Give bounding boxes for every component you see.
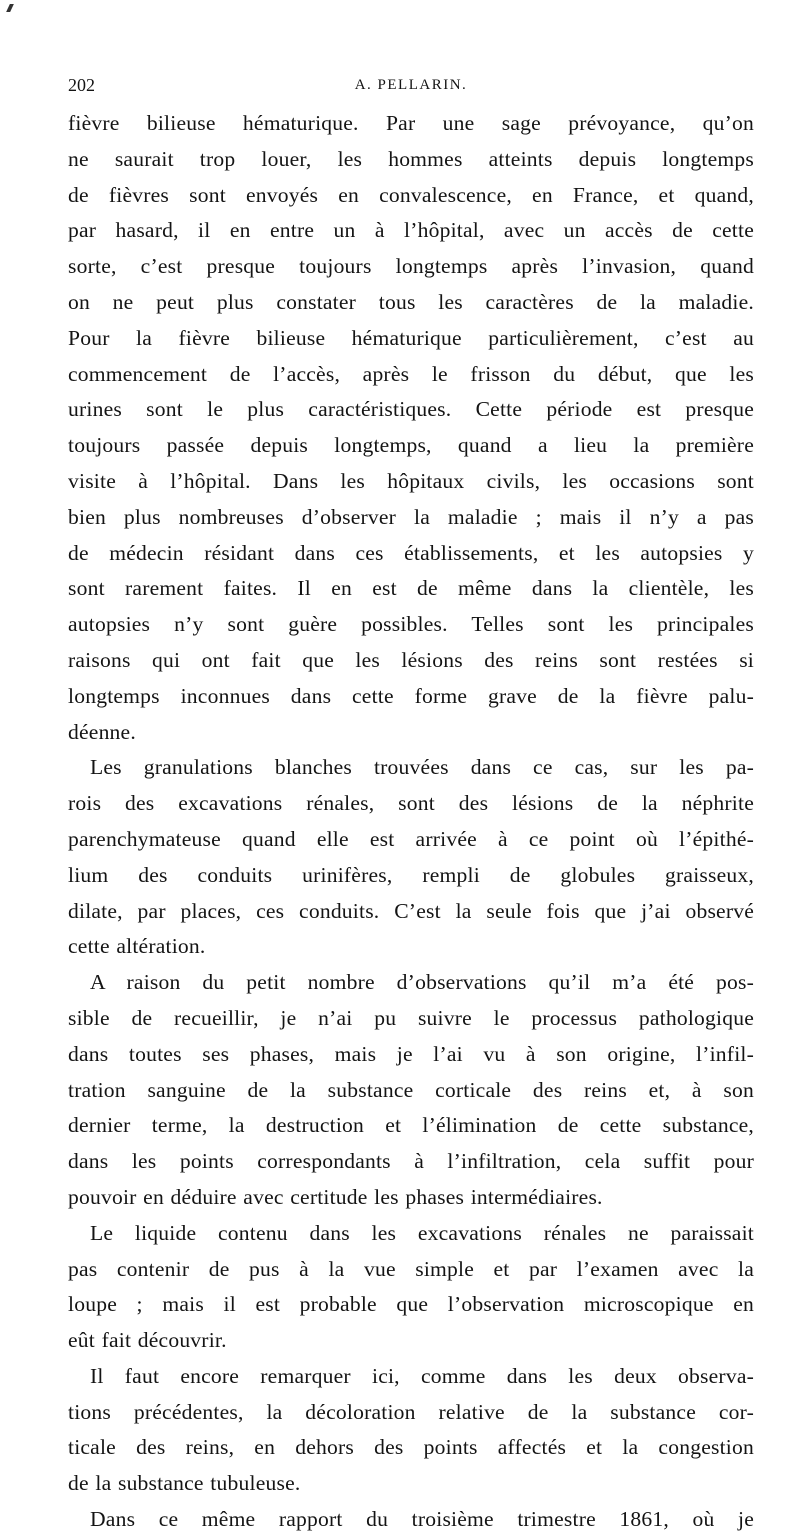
text-line: tration sanguine de la substance corticale des reins et, à son — [68, 1077, 754, 1102]
author-running-title: A. PELLARIN. — [354, 77, 468, 93]
running-head — [68, 72, 754, 98]
text-line: on ne peut plus constater tous les caractères de la maladie. — [68, 289, 754, 314]
text-line: dernier terme, la destruction et l’élimination de cette substance, — [68, 1113, 754, 1138]
text-line: dans les points correspondants à l’infiltration, cela suffit pour — [68, 1149, 754, 1174]
body-text — [68, 106, 754, 1538]
text-line: de fièvres sont envoyés en convalescence, en France, et quand, — [68, 182, 754, 207]
text-line: A raison du petit nombre d’observations qu’il m’a été pos- — [90, 970, 754, 995]
page-number: 202 — [68, 75, 95, 95]
text-line: bien plus nombreuses d’observer la maladie ; mais il n’y a pas — [68, 504, 754, 529]
text-line: loupe ; mais il est probable que l’observation microscopique en — [68, 1292, 754, 1317]
text-line: déenne. — [68, 719, 136, 744]
text-line: de la substance tubuleuse. — [68, 1471, 301, 1496]
text-line: Les granulations blanches trouvées dans ce cas, sur les pa- — [90, 755, 754, 780]
text-line: longtemps inconnues dans cette forme grave de la fièvre palu- — [68, 683, 754, 708]
text-line: Pour la fièvre bilieuse hématurique particulièrement, c’est au — [68, 325, 754, 350]
text-line: sorte, c’est presque toujours longtemps après l’invasion, quand — [68, 254, 754, 279]
text-line: ticale des reins, en dehors des points affectés et la congestion — [68, 1435, 754, 1460]
text-line: pouvoir en déduire avec certitude les phases intermédiaires. — [68, 1184, 603, 1209]
text-line: fièvre bilieuse hématurique. Par une sage prévoyance, qu’on — [68, 111, 754, 135]
text-line: commencement de l’accès, après le frisson du début, que les — [68, 361, 754, 386]
text-line: lium des conduits urinifères, rempli de globules graisseux, — [68, 862, 754, 887]
text-line: Il faut encore remarquer ici, comme dans les deux observa- — [90, 1363, 754, 1388]
text-line: rois des excavations rénales, sont des lésions de la néphrite — [68, 791, 754, 816]
corner-ink-mark — [6, 4, 14, 12]
text-line: de médecin résidant dans ces établissements, et les autopsies y — [68, 540, 754, 565]
text-line: dilate, par places, ces conduits. C’est la seule fois que j’ai observé — [68, 898, 754, 923]
text-line: toujours passée depuis longtemps, quand a lieu la première — [68, 433, 754, 458]
text-line: sont rarement faites. Il en est de même dans la clientèle, les — [68, 576, 754, 601]
text-line: urines sont le plus caractéristiques. Cette période est presque — [68, 397, 754, 422]
text-line: autopsies n’y sont guère possibles. Telles sont les principales — [68, 612, 754, 637]
text-line: ne saurait trop louer, les hommes atteints depuis longtemps — [68, 146, 754, 171]
text-line: cette altération. — [68, 934, 206, 959]
text-line: tions précédentes, la décoloration relative de la substance cor- — [68, 1399, 754, 1424]
text-line: raisons qui ont fait que les lésions des reins sont restées si — [68, 647, 754, 672]
text-line: pas contenir de pus à la vue simple et par l’examen avec la — [68, 1256, 754, 1281]
text-line: dans toutes ses phases, mais je l’ai vu à son origine, l’infil- — [68, 1041, 754, 1066]
text-line: sible de recueillir, je n’ai pu suivre le processus pathologique — [68, 1005, 754, 1030]
text-line: parenchymateuse quand elle est arrivée à ce point où l’épithé- — [68, 826, 754, 851]
book-page — [68, 72, 754, 1538]
text-line: Dans ce même rapport du troisième trimestre 1861, où je — [90, 1507, 754, 1532]
text-line: par hasard, il en entre un à l’hôpital, avec un accès de cette — [68, 218, 754, 243]
text-line: eût fait découvrir. — [68, 1328, 227, 1353]
text-line: visite à l’hôpital. Dans les hôpitaux civils, les occasions sont — [68, 468, 754, 493]
text-line: Le liquide contenu dans les excavations rénales ne paraissait — [90, 1220, 754, 1245]
